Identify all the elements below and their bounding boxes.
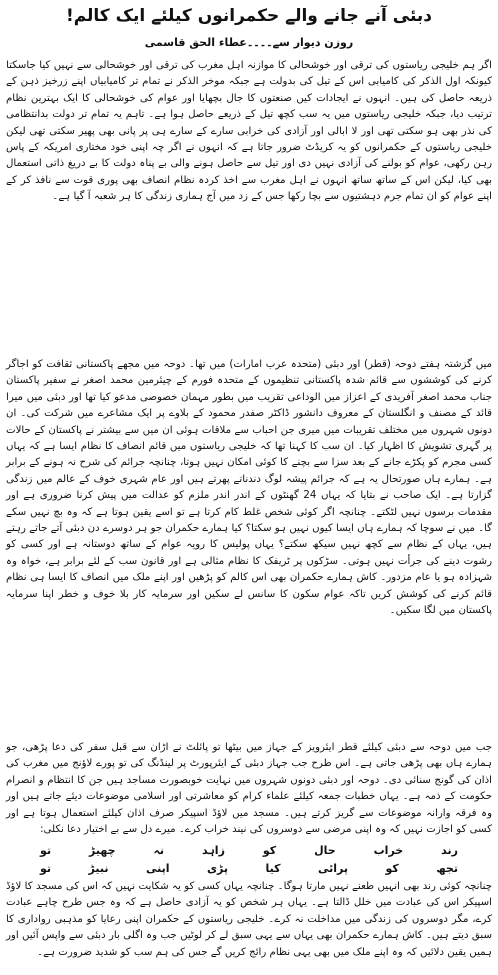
column-byline: روزن دیوار سے۔۔۔۔عطاء الحق قاسمی	[144, 36, 354, 49]
paragraph-4: چنانچہ کوئی رند بھی انہیں طعنے نہیں مارتا ہوگا۔ چنانچہ یہاں کسی کو یہ شکایت نہیں کہ اس کی مسجد کا لاؤڈ اسپیکر اس کی عبادت میں خلل ڈالتا ہے۔ یہاں ہر شخص کو یہ آزادی حاصل ہے کہ وہ جس طرح چاہے عبادت کرے، مگر دوسروں کی زندگی میں مداخلت نہ کرے۔ خلیجی ریاستوں کے حکمران اپنی رعایا کو مذہبی رواداری کا سبق دیتے ہیں۔ کاش ہمارے حکمران بھی یہاں سے یہی سبق لے کر لوٹیں جب وہ اگلی بار دبئی سے واپس آئیں اور ہمیں یقین دلائیں کہ وہ اپنے ملک میں بھی یہی نظام رائج کریں گے جس کی ہم سب کو شدید ضرورت ہے۔	[6, 881, 492, 958]
couplet-word: کو	[385, 862, 399, 875]
column-headline: دبئی آنے جانے والے حکمرانوں کیلئے ایک کالم!	[65, 6, 433, 26]
paragraph-1: اگر ہم خلیجی ریاستوں کی ترقی اور خوشحالی کا موازنہ اہل مغرب کی ترقی اور خوشحالی سے نہیں کیا جاسکتا کیونکہ اول الذکر کی کامیابی اس کے تیل کی بدولت ہے جبکہ موخر الذکر نے تمام تر کامیابیاں اپنے زرخیز ذہن کے ذریعہ حاصل کی ہیں۔ انہوں نے ایجادات کیں صنعتوں کا جال بچھایا اور عوام کی خوشحالی کا ایک بہترین نظام ترتیب دیا، جبکہ خلیجی ریاستوں میں یہ سب کچھ تیل کے ذریعے حاصل ہوا ہے۔ تاہم یہ تمام تر دولت بدانتظامی کی نذر بھی ہو سکتی تھی اور لا ابالی اور آزادی کی خرابی سارے کے سارے ہی پر پانی بھی پھیر سکتی تھی لیکن خلیجی ریاستوں کے حکمرانوں کو یہ کریڈٹ ضرور جاتا ہے کہ انہوں نے اگر چہ اپنی خود مختاری امریکہ کے پاس رہن رکھی، عوام کو بولنے کی آزادی نہیں دی اور تیل سے حاصل ہونے والی بے پناہ دولت کا بے دریغ ذاتی استعمال بھی کیا، لیکن اس کے ساتھ ساتھ انہوں نے اہل مغرب سے اخذ کردہ نظام انصاف بھی پوری قوت سے نافذ کر کے اپنے عوام کو ان تمام جرم دہشتیوں سے بچا رکھا جس کے زد میں آج ہماری زندگی کا ہر شعبہ آ گیا ہے۔	[6, 60, 492, 203]
paragraph-3: جب میں دوحہ سے دبئی کیلئے قطر ایئرویز کے جہاز میں بیٹھا تو پائلٹ نے اڑان سے قبل سفر کی دعا پڑھی، جو ہمارے ہاں بھی پڑھی جاتی ہے۔ اس طرح جب جہاز دبئی کے ایئرپورٹ پر لینڈنگ کی تو پورے لاؤنج میں مغرب کی اذان کی گونج سنائی دی۔ دوحہ اور دبئی دونوں شہروں میں نہایت خوبصورت مساجد ہیں جن کا انتظام و انصرام حکومت کے ذمہ ہے۔ یہاں خطبات جمعہ کیلئے علماء کرام کو معاشرتی اور اسلامی موضوعات دیئے جاتے ہیں اور وہ فرقہ وارانہ موضوعات سے گریز کرتے ہیں۔ مسجد میں لاؤڈ اسپیکر صرف اذان کیلئے استعمال ہوتا ہے اور کسی کو اجازت نہیں کہ وہ اپنی مرضی سے دوسروں کی نیند خراب کرے۔ میرے دل سے بے اختیار دعا نکلی:	[6, 742, 492, 836]
couplet-word: خراب	[373, 844, 404, 857]
couplet-word: تجھ	[436, 862, 458, 875]
couplet-word: پڑی	[206, 862, 229, 875]
couplet	[40, 842, 458, 878]
couplet-word: اپنی	[145, 862, 170, 875]
couplet-line-1	[40, 842, 458, 860]
couplet-word: زاہد	[202, 844, 225, 857]
couplet-word: چھیڑ	[89, 844, 116, 857]
couplet-word: کو	[262, 844, 277, 857]
couplet-word: پرائی	[318, 862, 349, 875]
paragraph-2: میں گزشتہ ہفتے دوحہ (قطر) اور دبئی (متحدہ عرب امارات) میں تھا۔ دوحہ میں مجھے پاکستانی ثقافت کو اجاگر کرنے کی کوششوں سے قائم شدہ پاکستانی تنظیموں کے متحدہ فورم کے چیئرمین محمد اصغر نے سفیر پاکستان جناب محمد اصغر آفریدی کے اعزاز میں الوداعی تقریب میں بطور مہمان خصوصی مدعو کیا تھا اور دبئی میں میرا قائد کے مصنف و انگلستان کے معروف دانشور ڈاکٹر صفدر محمود کے بلاوے پر ایک مشاعرے میں شرکت کی۔ ان دونوں شہروں میں مختلف تقریبات میں میری جن احباب سے ملاقات ہوئی ان میں سے بیشتر نے پاکستان کے حالات پر گہری تشویش کا اظہار کیا۔ ان سب کا کہنا تھا کہ خلیجی ریاستوں میں قائم انصاف کا نظام ایسا ہے کہ یہاں کسی مجرم کو پکڑے جانے کے بعد سزا سے بچنے کا کوئی امکان نہیں ہوتا، چنانچہ جرائم کی شرح نہ ہونے کے برابر ہے۔ ہمارے ہاں صورتحال یہ ہے کہ جرائم پیشہ لوگ دندناتے پھرتے ہیں اور عام شہری خوف کے عالم میں زندگی گزارتا ہے۔ ایک صاحب نے بتایا کہ یہاں 24 گھنٹوں کے اندر اندر ملزم کو عدالت میں پیش کرنا ضروری ہے اور مقدمات برسوں نہیں لٹکتے۔ چنانچہ اگر کوئی شخص غلط کام کرتا ہے تو اسے یقین ہوتا ہے کہ وہ بچ نہیں سکے گا۔ میں نے سوچا کہ ہمارے ہاں ایسا کیوں نہیں ہو سکتا؟ کیا ہمارے حکمران جو ہر دوسرے دن دبئی آتے جاتے رہتے ہیں، یہاں کے نظام سے کچھ نہیں سیکھ سکتے؟ یہاں پولیس کا رویہ عوام کے ساتھ دوستانہ ہے اور کسی کو رشوت دینے کی جرأت نہیں ہوتی۔ سڑکوں پر ٹریفک کا نظام مثالی ہے اور قانون سب کے لئے برابر ہے، خواہ وہ شہزادہ ہو یا عام مزدور۔ کاش ہمارے حکمران بھی اس کالم کو پڑھیں اور اپنے ملک میں انصاف کا ایسا ہی نظام قائم کرنے کی کوشش کریں تاکہ عوام سکون کا سانس لے سکیں اور سرمایہ کار بلا خوف و خطر اپنا سرمایہ پاکستان میں لگا سکیں۔	[6, 359, 492, 617]
couplet-word: تو	[40, 844, 52, 857]
couplet-word: نبیڑ	[88, 862, 109, 875]
couplet-line-2	[40, 860, 458, 878]
couplet-word: حال	[314, 844, 336, 857]
couplet-word: کیا	[265, 862, 281, 875]
couplet-word: رند	[441, 844, 458, 857]
couplet-word: تو	[40, 862, 52, 875]
couplet-word: نہ	[153, 844, 165, 857]
